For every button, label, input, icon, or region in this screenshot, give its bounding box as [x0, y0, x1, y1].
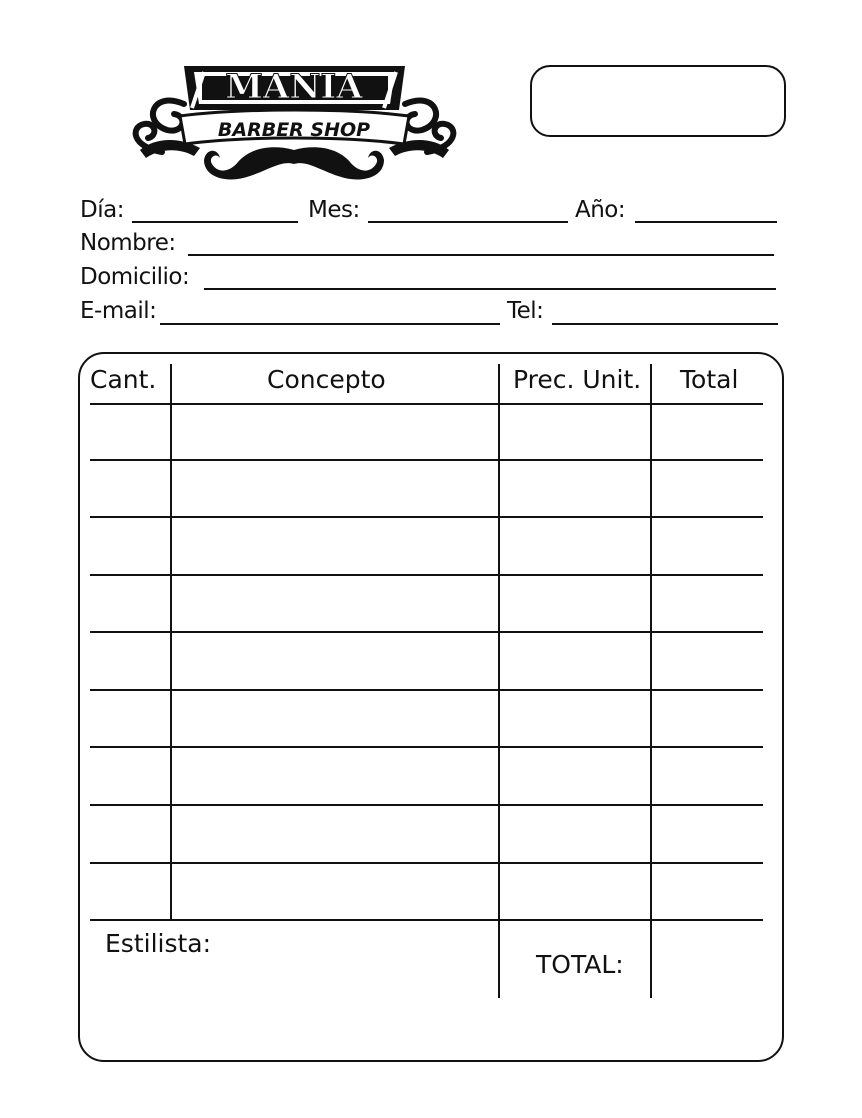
- table-row[interactable]: [90, 689, 763, 691]
- name-row: [80, 230, 780, 264]
- address-row: [80, 264, 780, 298]
- column-header-prec-unit: Prec. Unit.: [513, 365, 642, 394]
- grand-total-label: TOTAL:: [536, 950, 624, 979]
- logo-title: MANIA: [225, 67, 363, 107]
- month-label: Mes:: [308, 197, 360, 223]
- stylist-label: Estilista:: [105, 929, 212, 958]
- email-label: E-mail:: [80, 298, 157, 324]
- table-row[interactable]: [90, 804, 763, 806]
- tel-label: Tel:: [507, 298, 544, 324]
- header-rule: [90, 403, 763, 405]
- column-header-total: Total: [680, 365, 739, 394]
- contact-row: [80, 298, 780, 332]
- year-label: Año:: [575, 197, 626, 223]
- table-row[interactable]: [90, 459, 763, 461]
- month-field[interactable]: [368, 221, 568, 223]
- table-row[interactable]: [90, 746, 763, 748]
- date-row: [80, 197, 780, 231]
- column-header-concepto: Concepto: [267, 365, 386, 394]
- logo-subtitle: BARBER SHOP: [217, 119, 371, 141]
- address-label: Domicilio:: [80, 264, 190, 290]
- barber-shop-logo: [122, 52, 467, 186]
- day-field[interactable]: [132, 221, 298, 223]
- table-row[interactable]: [90, 862, 763, 864]
- column-header-cant: Cant.: [90, 365, 157, 394]
- day-label: Día:: [80, 197, 124, 223]
- year-field[interactable]: [635, 221, 777, 223]
- column-divider: [170, 364, 172, 920]
- address-field[interactable]: [204, 288, 776, 290]
- table-row[interactable]: [90, 574, 763, 576]
- tel-field[interactable]: [552, 323, 778, 325]
- name-label: Nombre:: [80, 230, 176, 256]
- table-row[interactable]: [90, 516, 763, 518]
- table-row[interactable]: [90, 919, 763, 921]
- table-row[interactable]: [90, 631, 763, 633]
- folio-number-box[interactable]: [530, 65, 786, 137]
- email-field[interactable]: [160, 323, 500, 325]
- name-field[interactable]: [188, 254, 774, 256]
